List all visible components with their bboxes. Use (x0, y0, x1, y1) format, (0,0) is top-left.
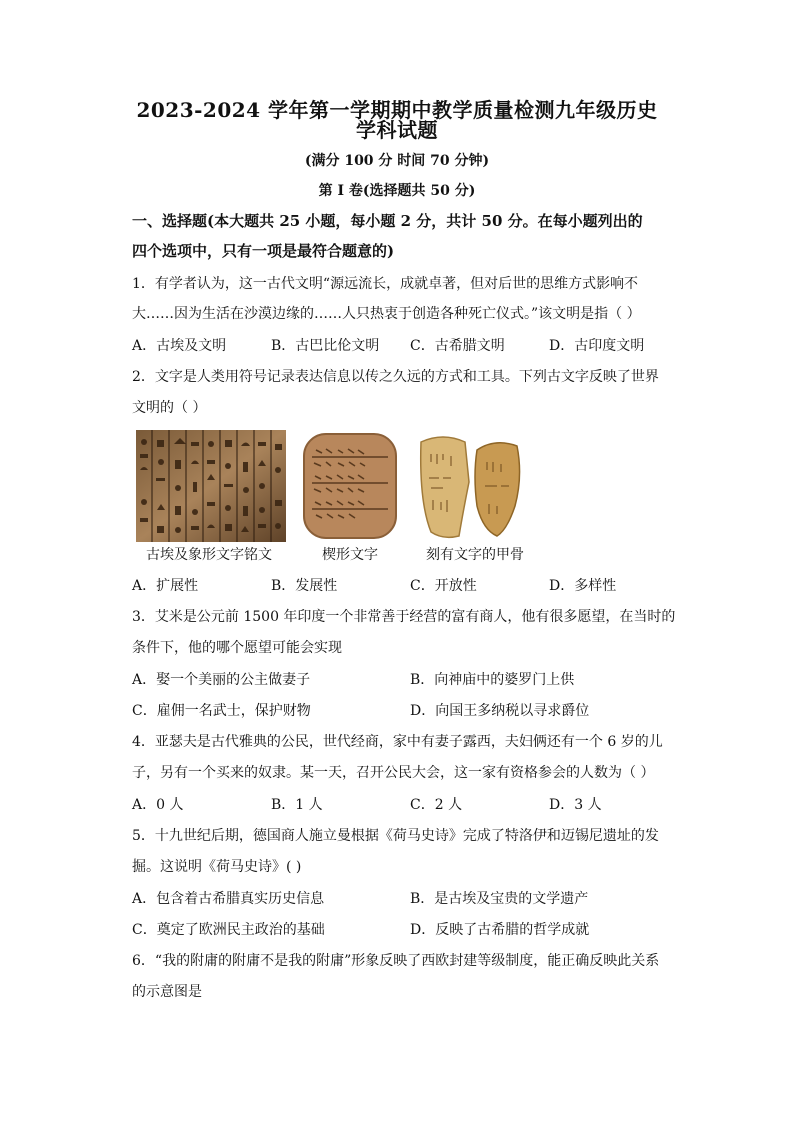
q1-option-d: D．古印度文明 (549, 338, 645, 354)
q1-option-b: B．古巴比伦文明 (271, 338, 380, 354)
hieroglyph-image (136, 430, 286, 542)
q2-option-c: C．开放性 (410, 578, 477, 594)
q2-option-d: D．多样性 (549, 578, 617, 594)
q4-stem-line2: 子，另有一个买来的奴隶。某一天，召开公民大会，这一家有资格参会的人数为（ ） (132, 765, 655, 781)
cuneiform-tablet-image (300, 430, 400, 542)
q5-stem-line2: 掘。这说明《荷马史诗》( ) (132, 859, 302, 875)
score-time: (满分 100 分 时间 70 分钟) (304, 153, 490, 169)
q5-option-c: C．奠定了欧洲民主政治的基础 (132, 922, 325, 938)
exam-title-line1: 2023-2024 学年第一学期期中教学质量检测九年级历史 (136, 98, 658, 122)
q5-stem-line1: 5．十九世纪后期，德国商人施立曼根据《荷马史诗》完成了特洛伊和迈锡尼遗址的发 (132, 828, 659, 844)
caption-cuneiform: 楔形文字 (322, 547, 378, 563)
oracle-bone-image (415, 430, 525, 542)
q4-stem-line1: 4．亚瑟夫是古代雅典的公民，世代经商，家中有妻子露西，夫妇俩还有一个 6 岁的儿 (132, 734, 663, 750)
q2-option-a: A．扩展性 (132, 578, 199, 594)
volume-heading: 第 I 卷(选择题共 50 分) (318, 183, 476, 199)
q3-stem-line2: 条件下，他的哪个愿望可能会实现 (132, 640, 342, 656)
q1-stem-line2: 大……因为生活在沙漠边缘的……人只热衷于创造各种死亡仪式。”该文明是指（ ） (132, 306, 641, 322)
q4-option-a: A．0 人 (132, 797, 184, 813)
q1-option-c: C．古希腊文明 (410, 338, 505, 354)
q2-stem-line1: 2．文字是人类用符号记录表达信息以传之久远的方式和工具。下列古文字反映了世界 (132, 369, 659, 385)
q5-option-a: A．包含着古希腊真实历史信息 (132, 891, 325, 907)
section-instructions-line2: 四个选项中，只有一项是最符合题意的) (132, 242, 395, 260)
q5-option-d: D．反映了古希腊的哲学成就 (410, 922, 590, 938)
section-instructions-line1: 一、选择题(本大题共 25 小题，每小题 2 分，共计 50 分。在每小题列出的 (132, 212, 643, 230)
q2-stem-line2: 文明的（ ） (132, 400, 207, 416)
q1-option-a: A．古埃及文明 (132, 338, 227, 354)
q3-option-b: B．向神庙中的婆罗门上供 (410, 672, 575, 688)
q4-option-d: D．3 人 (549, 797, 602, 813)
q5-option-b: B．是古埃及宝贵的文学遗产 (410, 891, 589, 907)
q3-option-a: A．娶一个美丽的公主做妻子 (132, 672, 311, 688)
exam-title-line2: 学科试题 (356, 118, 438, 142)
q3-option-d: D．向国王多纳税以寻求爵位 (410, 703, 590, 719)
q4-option-c: C．2 人 (410, 797, 463, 813)
q3-stem-line1: 3．艾米是公元前 1500 年印度一个非常善于经营的富有商人，他有很多愿望，在当时的 (132, 609, 676, 625)
q1-stem-line1: 1．有学者认为，这一古代文明“源远流长，成就卓著，但对后世的思维方式影响不 (132, 276, 639, 292)
caption-hieroglyph: 古埃及象形文字铭文 (146, 547, 272, 563)
caption-oracle-bone: 刻有文字的甲骨 (426, 547, 524, 563)
q6-stem-line1: 6．“我的附庸的附庸不是我的附庸”形象反映了西欧封建等级制度，能正确反映此关系 (132, 953, 660, 969)
q2-option-b: B．发展性 (271, 578, 338, 594)
q6-stem-line2: 的示意图是 (132, 984, 202, 1000)
q4-option-b: B．1 人 (271, 797, 323, 813)
q3-option-c: C．雇佣一名武士，保护财物 (132, 703, 311, 719)
